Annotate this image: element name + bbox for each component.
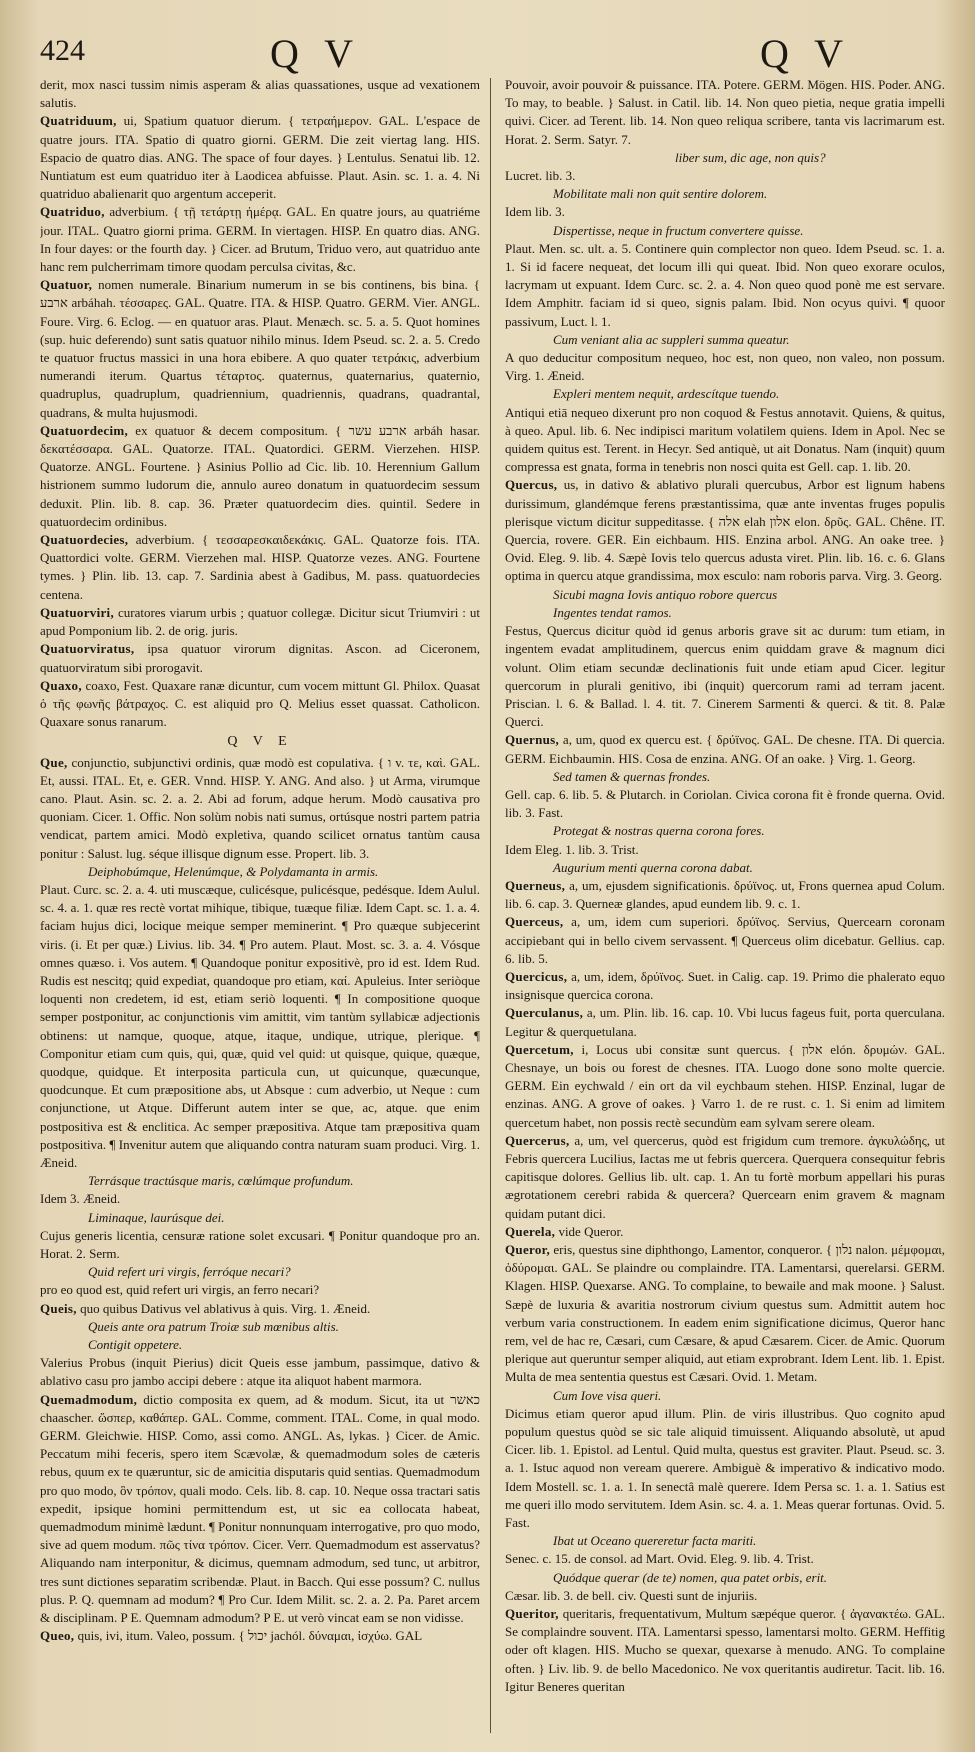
dictionary-entry xyxy=(505,1004,945,1040)
entry-headword: Querculanus, xyxy=(505,1005,584,1021)
dictionary-entry xyxy=(40,1627,480,1645)
entry-headword: Quercicus, xyxy=(505,968,568,984)
entry-definition: a, um, idem, δρύϊνος. Suet. in Calig. cap. 19. Primo die phalerato equo insignisque quercica corona. xyxy=(505,968,945,1003)
entry-headword: Quatriduo, xyxy=(40,204,105,220)
paragraph-text: Idem lib. 3. xyxy=(505,204,565,220)
verse-text: Ingentes tendat ramos. xyxy=(553,604,672,620)
paragraph-text: Valerius Probus (inquit Pierius) dicit Queis esse jambum, passimque, dativo & ablativo casu pro jambo accipi debere : atque ita aliquot habent marmora. xyxy=(40,1355,480,1389)
paragraph-text: Antiqui etiā nequeo dixerunt pro non coquod & Festus annotavit. Quiens, & quitus, à queo. Apul. lib. 6. Nec indipisci maritum volatilem quiens. Idem in Apol. Nec se quidem quitus est. Terent. in Hecyr. Sed antiquè, ut ait Donatus. Nam (inquit) quum compressa est gnata, forma in tenebris non nosci quita est Gell. cap. 1. lib. 20. xyxy=(505,404,945,475)
verse-text: Contigit oppetere. xyxy=(88,1337,183,1353)
dictionary-entry xyxy=(40,531,480,604)
dictionary-entry xyxy=(505,731,945,767)
paragraph-text: Dicimus etiam queror apud illum. Plin. de viris illustribus. Quo cognito apud populum questus quòd se sic tale aliquid timuissent. Aliquando absolutè, ut apud Cicer. lib. 1. Epistol. ad Lentul. Quid multa, questus est graviter. Plaut. Pseud. sc. 3. a. 1. Istuc aquod non veream querere. Ambiguè & imperativo & indicativo modo. Idem Mostell. sc. 1. a. 1. In senectâ malè querere. Idem Persa sc. 1. a. 1. Satius est me queri illo modo servitutem. Idem Asin. sc. 4. a. 1. Meas querar fortunas. Ovid. 5. Fast. xyxy=(505,1405,945,1531)
entry-definition: coaxo, Fest. Quaxare ranæ dicuntur, cum vocem mittunt Gl. Philox. Quasat ὁ τῆς φωνῆς βάτραχος. C. est aliquid pro Q. Melius esset quassat. Catholicon. Quaxare sonus ranarum. xyxy=(40,677,480,730)
entry-headword: Quercetum, xyxy=(505,1041,574,1057)
verse-text: Cum veniant alia ac suppleri summa queatur. xyxy=(553,331,790,347)
entry-headword: Queritor, xyxy=(505,1606,559,1622)
dictionary-entry xyxy=(40,112,480,203)
entry-headword: Quaxo, xyxy=(40,677,82,693)
dictionary-entry xyxy=(505,877,945,913)
verse-text: Expleri mentem nequit, ardescítque tuendo. xyxy=(553,386,780,402)
verse-text: Augurium menti querna corona dabat. xyxy=(553,859,753,875)
dictionary-entry xyxy=(505,1605,945,1696)
entry-definition: nomen numerale. Binarium numerum in se bis continens, bis bina. { ארבע arbáhah. τέσσαρες. GAL. Quatre. ITA. & HISP. Quatro. GERM. Vier. ANGL. Foure. Virg. 6. Eclog. — en quatuor aras. Plaut. Menæch. sc. 5. a. 5. Quot homines (sup. huic deferendo) sunt satis quatuor nihilo minus. Idem Pseud. sc. 2. a. 5. Credo te quatuor fructus massici in una hora ebibere. A quo quater τετράκις, adverbium numerandi iterum. Quartus τέταρτος. quaternus, quaternarius, quaternio, quadruplus, quadruplum, quadriennium, quadriennis, quadrans, quadrantal, quadrans, & multa hujusmodi. xyxy=(40,277,480,420)
entry-headword: Quernus, xyxy=(505,732,560,748)
dictionary-entry xyxy=(505,476,945,585)
dictionary-entry xyxy=(505,1132,945,1223)
dictionary-entry xyxy=(40,203,480,276)
verse-quotation xyxy=(505,768,945,786)
column-rule xyxy=(490,78,491,1733)
entry-definition: ipsa quatuor virorum dignitas. Ascon. ad Ciceronem, quatuorviratum sibi prorogavit. xyxy=(40,641,480,675)
entry-headword: Quatuordecim, xyxy=(40,422,129,438)
entry-definition: conjunctio, subjunctivi ordinis, quæ modò est copulativa. { ו v. τε, καὶ. GAL. Et, aussi. ITAL. Et, e. GER. Vnnd. HISP. Y. ANG. And also. } ut Arma, virumque cano. Plaut. Asin. sc. 2. a. 2. Abi ad forum, adque herum. Modò causativa pro quoniam. Cicer. 1. Offic. Non solùm nobis nati sumus, ortúsque nostri partem patria vendicat, partem amici. Modò expletiva, quando scilicet ornatus tantùm causa ponitur : Salust. lug. séque illisque dignum esse. Propert. lib. 3. xyxy=(40,754,480,861)
dictionary-entry xyxy=(505,1241,945,1387)
verse-text: liber sum, dic age, non quis? xyxy=(675,149,826,165)
dictionary-entry xyxy=(40,1300,480,1318)
verse-quotation xyxy=(505,859,945,877)
verse-quotation xyxy=(505,222,945,240)
running-head-left: Q V xyxy=(270,31,362,76)
paragraph-text: Plaut. Curc. sc. 2. a. 4. uti muscæque, culicésque, pulicésque, pedésque. Idem Aulul. sc. 4. a. 1. quæ res rectè vortat mihique, tibique, tuæque filiæ. Idem Capt. sc. 1. a. 4. faciam hujus dici, locique meique semper meminerint. ¶ Pro quæque subjecerint viris. (i. Et per quæ.) Livius. lib. 34. ¶ Pro autem. Plaut. Most. sc. 3. a. 4. Vósque omnes quæso. i. Vos autem. ¶ Quandoque ponitur expositivè, pro id est. Idem Rud. Rudis est nescitq; quid expediat, quandoque pro etiam, καί. Apuleius. Inter seriòque loquenti non credetem, id est, etiam seriò loquenti. ¶ In compositione quoque semper postponitur, ac conjunctionis vim amittit, vim tantùm syllabicæ adjectionis obtinens: ut namque, quoque, atque, itaque, undique, utrique, plerique. ¶ Componitur etiam cum quis, qui, quæ, quid vel quid: ut quisque, quique, quæque, quodque, quidque. Et interposita particula cun, ut quicunque, quæcunque, quodcunque. Et cum præpositione abs, ut Absque : cum adverbio, ut Neque : cum conjunctione, ut Atque. Differunt autem inter se que, ac, atque. que enim postpositiva est & enclitica. Ac semper præpositiva. Atque tam præpositiva quam postpositiva. ¶ Invenitur autem que aliquando contra naturam suam produci. Virg. 1. Æneid. xyxy=(40,881,480,1170)
entry-definition: a, um, ejusdem significationis. δρύϊνος. ut, Frons quernea apud Colum. lib. 6. cap. 3. Querneæ glandes, apud eundem lib. 9. c. 1. xyxy=(505,877,945,912)
verse-quotation xyxy=(505,149,945,167)
verse-text: Protegat & nostras querna corona fores. xyxy=(553,823,765,839)
paragraph-text: derit, mox nasci tussim nimis asperam & alias quassationes, usque ad vexationem salutis. xyxy=(40,77,480,111)
verse-quotation xyxy=(505,331,945,349)
dictionary-entry xyxy=(40,276,480,422)
verse-text: Liminaque, laurúsque dei. xyxy=(88,1209,225,1225)
paragraph-text: Pouvoir, avoir pouvoir & puissance. ITA. Potere. GERM. Mögen. HIS. Poder. ANG. To may, to beable. } Salust. in Catil. lib. 14. Non queo pietia, neque gratia impelli quivi. Cicer. ad Terent. lib. 14. Non queo reliqua scribere, tanta vis lacrimarum est. Horat. 2. Serm. Satyr. 7. xyxy=(505,77,945,147)
entry-headword: Queror, xyxy=(505,1242,551,1257)
dictionary-entry xyxy=(40,754,480,863)
entry-definition: a, um, vel quercerus, quòd est frigidum cum tremore. ἀγκυλώδης, ut Febris quercera Lucilius, Iactas me ut febris quercera. Querquera consequitur febris capitisque dolores. Gellius lib. ult. cap. 1. An tu fortè morbum appellari his puras ægrotationem cerebri rabida & quercera? Quercearn enim gravem & magnam quidam putant dici. xyxy=(505,1132,945,1221)
paragraph-text: Idem Eleg. 1. lib. 3. Trist. xyxy=(505,841,639,857)
entry-definition: dictio composita ex quem, ad & modum. Sicut, ita ut כאשר chaascher. ὥσπερ, καθάπερ. GAL. Comme, comment. ITAL. Come, in qual modo. GERM. Gleichwie. HISP. Como, assi como. ANGL. As, lykas. } Cicer. de Amic. Peccatum mihi feceris, spero item Scævolæ, & quemadmodum soles de cæteris rebus, quum ex te quæruntur, sic de amicitia disputaris quid sentias. Quemadmodum pro quo modo, ὃν τρόπον, quali modo. Cels. lib. 8. cap. 10. Neque ossa tractari satis expedit, ipsique homini permittendum est, ut sic ea collocata habeat, quemadmodum minimè lædunt. ¶ Ponitur nonnunquam interrogative, pro quo modo, sive ad quem modum. πῶς τίνα τρόπον. Cicer. Verr. Quemadmodum est asservatus? Aliquando nam interponitur, & dicimus, quemnam admodum, sed tunc, ut arbitror, tres sunt dictiones separatim scribendæ. Plaut. in Bacch. Qui esse possum? C. nullus plus. P. Q. quemnam ad modum? ¶ Pro Cur. Idem Milit. sc. 2. a. 2. Pa. Paret arcem & disciplinam. P E. Quemnam admodum? P E. ut verò vincat eam se non vidisse. xyxy=(40,1391,480,1626)
verse-quotation xyxy=(505,1532,945,1550)
dictionary-entry xyxy=(40,1391,480,1628)
entry-headword: Quatuor, xyxy=(40,277,93,293)
entry-headword: Que, xyxy=(40,754,68,770)
entry-headword: Queis, xyxy=(40,1300,77,1316)
verse-text: Cum Iove visa queri. xyxy=(553,1387,662,1403)
entry-definition: adverbium. { τεσσαρεσκαιδεκάκις. GAL. Quatorze fois. ITA. Quattordici volte. GERM. Vierzehen mal. HISP. Quatorze vezes. ANG. Fourtene tymes. } Plin. lib. 13. cap. 7. Sardinia abest à Gadibus, M. pass. quatuordecies centena. xyxy=(40,532,480,602)
entry-headword: Quatuordecies, xyxy=(40,532,129,548)
entry-definition: ui, Spatium quatuor dierum. { τετραήμερον. GAL. L'espace de quatre jours. ITA. Spatio di quatro giorni. GERM. Die zeit viertag lang. HIS. Espacio de quatro dias. ANG. The space of four dayes. } Lentulus. Senatui lib. 12. Nuntiatum est eum quatriduo iter à Laodicea abfuisse. Plaut. Asin. sc. 1. a. 4. Ni quatriduo abalienarit quo argentum acceperit. xyxy=(40,113,480,202)
dictionary-entry xyxy=(505,1041,945,1132)
entry-headword: Quatuorviratus, xyxy=(40,641,135,657)
right-column xyxy=(505,76,945,1736)
verse-text: Quódque querar (de te) nomen, qua patet orbis, erit. xyxy=(553,1569,828,1585)
verse-quotation xyxy=(505,586,945,604)
section-heading: Q V E xyxy=(227,734,293,750)
entry-definition: quo quibus Dativus vel ablativus à quis. Virg. 1. Æneid. xyxy=(76,1300,371,1316)
verse-text: Ibat ut Oceano quereretur facta mariti. xyxy=(553,1533,757,1549)
paragraph-text: Cujus generis licentia, censuræ ratione solet excusari. ¶ Ponitur quandoque pro an. Horat. 2. Serm. xyxy=(40,1227,480,1261)
entry-definition: a, um, idem cum superiori. δρύϊνος. Servius, Quercearn coronam accipiebant qui in bello civem servassent. ¶ Querceus olim dicebatur. Gellius. cap. 6. lib. 5. xyxy=(505,914,945,966)
dictionary-entry xyxy=(505,1223,945,1241)
entry-headword: Quemadmodum, xyxy=(40,1391,138,1407)
entry-headword: Querceus, xyxy=(505,914,564,930)
paragraph-text: Cæsar. lib. 3. de bell. civ. Questi sunt de injuriis. xyxy=(505,1587,758,1603)
paragraph-text: A quo deducitur compositum nequeo, hoc est, non queo, non valeo, non possum. Virg. 1. Æneid. xyxy=(505,350,945,384)
verse-text: Sicubi magna Iovis antiquo robore quercus xyxy=(553,586,778,602)
entry-headword: Queo, xyxy=(40,1628,75,1644)
entry-definition: us, in dativo & ablativo plurali quercubus, Arbor est lignum habens durissimum, glandémque ferens præstantissima, quæ ante inventas fruges populis plerisque victum dicitur suppeditasse. { אלה elah אלון elon. δρῦς. GAL. Chêne. IT. Quercia, rovere. GER. Ein eichbaum. HIS. Enzina arbol. ANG. An oake tree. } Ovid. Eleg. 9. lib. 4. Sæpè Iovis telo quercus adusta viret. Plin. lib. 16. c. 6. Glans optima in quercu atque grandissima, mox esculo: nam roboris parva. Virg. 3. Georg. xyxy=(505,477,945,584)
verse-text: Mobilitate mali non quit sentire dolorem. xyxy=(553,186,768,202)
entry-headword: Querneus, xyxy=(505,877,566,893)
entry-definition: vide Queror. xyxy=(555,1223,624,1239)
page-number: 424 xyxy=(40,34,85,67)
paragraph-text: pro eo quod est, quid refert uri virgis, an ferro necari? xyxy=(40,1282,320,1298)
entry-headword: Querela, xyxy=(505,1223,556,1239)
verse-quotation xyxy=(40,1209,480,1227)
verse-quotation xyxy=(40,1336,480,1354)
left-column xyxy=(40,76,480,1736)
entry-definition: i, Locus ubi consitæ sunt quercus. { אלון elón. δρυμών. GAL. Chesnaye, un bois ou forest de chesnes. ITA. Luogo done sono molte quercie. GERM. Ein eychwald / ein ort da vil eychbaum stehen. HISP. Enzinal, lugar de enzinas. ANG. A grove of oakes. } Varro 1. de re rust. c. 1. Si enim ad limitem quercetum habet, non possis rectè secundùm eam sylvam serere oleam. xyxy=(505,1041,945,1130)
verse-quotation xyxy=(505,604,945,622)
dictionary-entry xyxy=(505,913,945,968)
verse-quotation xyxy=(40,1263,480,1281)
paragraph-text: Plaut. Men. sc. ult. a. 5. Continere quin complector non queo. Idem Pseud. sc. 1. a. 1. Si id facere nequeat, det locum illi qui queat. Ibid. Non queo exorare oculos, lacrymam ut expuant. Idem Curc. sc. 2. a. 4. Non queo quod ponè me est servare. Idem Amphitr. faciam id si queo, signis palam. Ibid. Non ocyus quivi. ¶ quoor passivum, Luct. l. 1. xyxy=(505,240,945,329)
verse-quotation xyxy=(505,385,945,403)
running-head-right: Q V xyxy=(760,31,852,76)
verse-text: Deiphobúmque, Helenúmque, & Polydamanta in armis. xyxy=(88,863,379,879)
entry-definition: ex quatuor & decem compositum. { ארבע עשר arbáh hasar. δεκατέσσαρα. GAL. Quatorze. ITAL. Quatordici. GERM. Vierzehen. HISP. Quatorze. ANGL. Fourtene. } Asinius Pollio ad Cic. lib. 10. Herennium Gallum histrionem summo ludorum die, annulo aureo donatum in quatuordecim sessum deduxit. Plin. lib. 8. cap. 36. Præter quatuordecim dies. quintil. Sedere in quatuordecim ordinibus. xyxy=(40,422,480,529)
dictionary-entry xyxy=(40,604,480,640)
paragraph-text: Idem 3. Æneid. xyxy=(40,1191,121,1207)
dictionary-entry xyxy=(40,422,480,531)
verse-quotation xyxy=(505,1387,945,1405)
page-header xyxy=(40,30,945,82)
verse-quotation xyxy=(40,863,480,881)
entry-headword: Quatuorviri, xyxy=(40,604,115,620)
paragraph-text: Gell. cap. 6. lib. 5. & Plutarch. in Coriolan. Civica corona fit è fronde querna. Ovid. lib. 3. Fast. xyxy=(505,786,945,821)
verse-text: Quid refert uri virgis, ferróque necari? xyxy=(88,1264,291,1280)
verse-text: Dispertisse, neque in fructum convertere quisse. xyxy=(553,222,804,238)
entry-definition: curatores viarum urbis ; quatuor collegæ. Dicitur sicut Triumviri : ut apud Pomponium lib. 2. de orig. juris. xyxy=(40,604,480,639)
dictionary-entry xyxy=(40,677,480,732)
entry-definition: adverbium. { τῇ τετάρτῃ ἡμέρᾳ. GAL. En quatre jours, au quatriéme jour. ITAL. Quatro giorni prima. GERM. In viertagen. HISP. En quatro dias. ANG. In four dayes: or the fourth day. } Cicer. ad Brutum, Triduo vero, aut quatriduo ante hanc rem pulcherrimam timore quodam perculsa civitas, &c. xyxy=(40,204,480,275)
verse-quotation xyxy=(505,1569,945,1587)
paragraph-text: Senec. c. 15. de consol. ad Mart. Ovid. Eleg. 9. lib. 4. Trist. xyxy=(505,1551,814,1567)
entry-headword: Quatriduum, xyxy=(40,113,117,129)
dictionary-entry xyxy=(40,640,480,676)
paragraph-text: Lucret. lib. 3. xyxy=(505,168,576,184)
verse-quotation xyxy=(505,185,945,203)
verse-text: Sed tamen & quernas frondes. xyxy=(553,768,711,784)
entry-definition: a, um, quod ex quercu est. { δρύϊνος. GAL. De chesne. ITA. Di quercia. GERM. Eichbaumin. HIS. Cosa de enzina. ANG. Of an oake. } Virg. 1. Georg. xyxy=(505,732,945,766)
verse-quotation xyxy=(505,822,945,840)
verse-quotation xyxy=(40,1172,480,1190)
entry-definition: queritaris, frequentativum, Multum sæpéque queror. { ἀγανακτέω. GAL. Se complaindre souvent. ITA. Lamentarsi spesso, lamentarsi molto. GERM. Heffitig oder oft klagen. HIS. Mucho se quexar, quexarse à menudo. ANG. To complaine often. } Liv. lib. 9. de bello Macedonico. Ne vox queritantis audiretur. Tacit. lib. 16. Igitur Beneres queritan xyxy=(505,1606,945,1694)
dictionary-entry xyxy=(505,968,945,1004)
entry-definition: quis, ivi, itum. Valeo, possum. { יכול jachól. δύναμαι, ἰσχύω. GAL xyxy=(74,1628,423,1644)
entry-headword: Quercerus, xyxy=(505,1132,570,1148)
verse-quotation xyxy=(40,1318,480,1336)
verse-text: Terrásque tractúsque maris, cœlúmque profundum. xyxy=(88,1173,354,1189)
entry-definition: eris, questus sine diphthongo, Lamentor, conqueror. { נלון nalon. μέμφομαι, ὀδύρομαι. GAL. Se plaindre ou complaindre. ITA. Lamentarsi, querelarsi. GERM. Klagen. HISP. Quexarse. ANG. To complaine, to bewaile and mak moone. } Salust. Sæpè de luxuria & avaritia nostrorum civium questus sum. Admittit autem hoc verbum varia constructionem. In eadem enim significatione dicimus, Queror hanc rem, vel de hac re, Cæsari, cum Cæsare, & apud Cæsarem. Cicer. de Amic. Quorum plerique aut queruntur semper aliquid, aut etiam exprobrant. Idem Lent. lib. 1. Epist. Multa de mea sententia questus est Cæsari. Ovid. 1. Metam. xyxy=(505,1242,945,1385)
entry-definition: a, um. Plin. lib. 16. cap. 10. Vbi lucus fageus fuit, porta querculana. Legitur & querquetulana. xyxy=(505,1005,945,1039)
verse-text: Queis ante ora patrum Troiæ sub mœnibus altis. xyxy=(88,1318,339,1334)
entry-headword: Quercus, xyxy=(505,477,558,493)
paragraph-text: Festus, Quercus dicitur quòd id genus arboris grave sit ac durum: tum etiam, in ingentem evadat amplitudinem, quercus enim quiddam grave & magnum dici volunt. Olim etiam secundæ declinationis fuit unde etiam apud Cicer. legitur quercorum in plurali genitivo, ibi (inquit) quercorum rami ad terram jacent. Priscian. l. 6. & Ballad. l. 4. tit. 7. Cinerem Sarmenti & querci. & tit. 8. Palæ Querci. xyxy=(505,623,945,730)
